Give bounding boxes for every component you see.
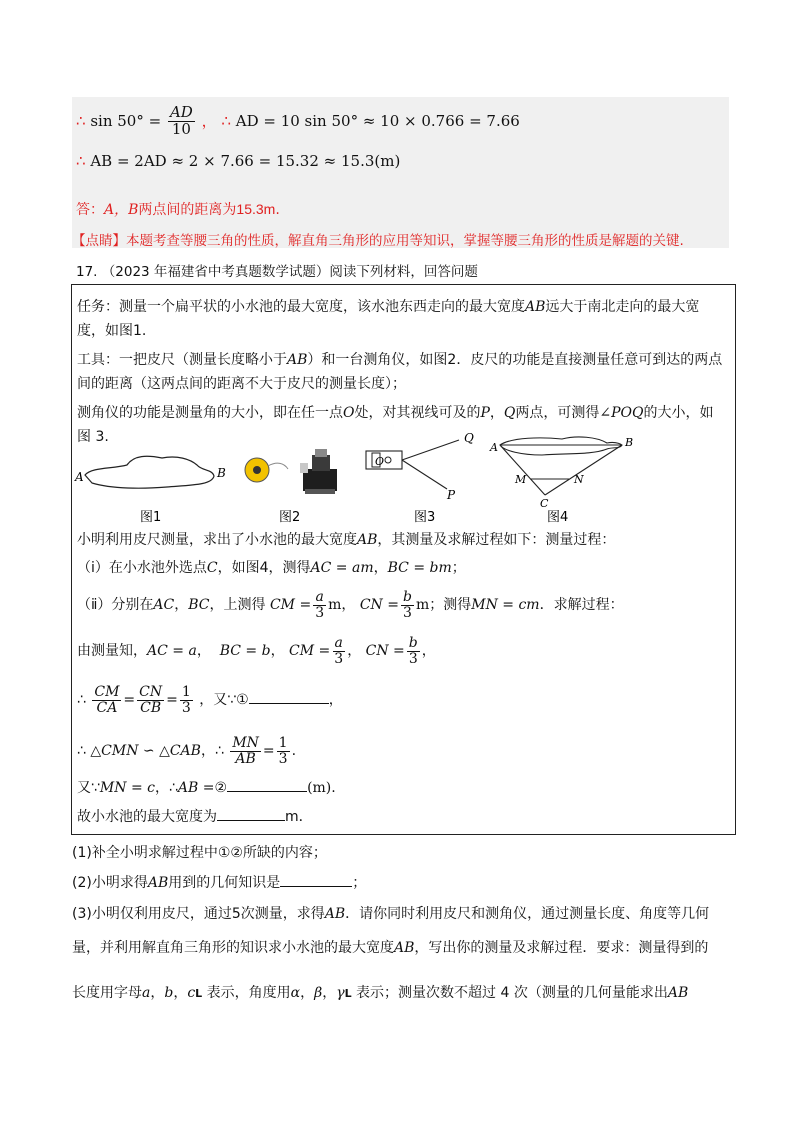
tool-line-2: 间的距离（这两点间的距离不大于皮尺的测量长度）； [77, 376, 406, 392]
therefore-symbol: ∴ [76, 111, 86, 130]
answer-line: 答：A，B两点间的距离为15.3m. [76, 201, 280, 218]
fig3-label-o: O [375, 455, 385, 468]
fraction-ad-10: $\frac{AD}{10}$ [169, 103, 193, 138]
fraction-a-3: $\frac{a}{3}$ [334, 635, 344, 667]
fig4-label-n: N [574, 473, 584, 486]
fig4-label-m: M [515, 473, 527, 486]
blank-q2[interactable] [280, 886, 352, 887]
blank-width[interactable] [217, 820, 285, 821]
fraction-cn-cb: $\frac{CN}{CB}$ [139, 684, 163, 716]
fig3-label-q: Q [464, 433, 474, 445]
fig3-caption: 图3 [414, 510, 436, 525]
fig4-caption: 图4 [547, 510, 569, 525]
question-3-line-1: (3)小明仅利用皮尺，通过5次测量，求得AB．请你同时利用皮尺和测角仪，通过测量长度、角度等几何 [72, 906, 710, 922]
fig1-label-b: B [217, 466, 226, 480]
figure-2-tools [245, 449, 337, 494]
question-3-line-3: 长度用字母a，b，cL 表示，角度用α，β，γL 表示；测量次数不超过 4 次（测量的几何量能求出AB [72, 985, 689, 1001]
fig3-label-p: P [447, 488, 456, 502]
task-line-1: 任务：测量一个扁平状的小水池的最大宽度，该水池东西走向的最大宽度AB远大于南北走向的最大宽 [77, 299, 700, 315]
solution-step-4: 又∵MN = c，∴AB =② (m). [77, 780, 336, 796]
fig4-label-c: C [540, 497, 549, 510]
fraction-mn-ab: $\frac{MN}{AB}$ [232, 735, 259, 767]
problem-heading [76, 260, 478, 280]
fraction-a-3: $\frac{a}{3}$ [315, 589, 325, 621]
solution-line-2: ∴ AB = 2AD ≈ 2 × 7.66 = 15.32 ≈ 15.3(m) [76, 152, 401, 170]
solution-step-3: ∴ △CMN ∽ △CAB，∴ $\frac{MN}{AB}$ = $\frac{1}{3}$ . [77, 735, 297, 767]
tip-tag: 【点睛】 [72, 233, 126, 249]
task-box [71, 284, 736, 835]
fig1-label-a: A [75, 470, 84, 484]
solution-step-1: 由测量知，AC = a， BC = b， CM = $\frac{a}{3}$ ， CN = $\frac{b}{3}$ ， [77, 635, 436, 667]
fraction-cm-ca: $\frac{CM}{CA}$ [94, 684, 120, 716]
question-2: (2)小明求得AB用到的几何知识是 ； [72, 875, 367, 891]
solution-line-1: ∴ sin 50° = $\frac{AD}{10}$ ， ∴ AD = 10 sin 50° ≈ 10 × 0.766 = 7.66 [76, 103, 520, 138]
therefore-symbol: ∴ [221, 111, 231, 130]
fraction-1-3: $\frac{1}{3}$ [181, 684, 191, 716]
angle-line-1: 测角仪的功能是测量角的大小，即在任一点O处，对其视线可及的P，Q两点，可测得∠POQ的大小，如 [77, 405, 714, 421]
solution-box [72, 97, 729, 248]
tool-line-1: 工具：一把皮尺（测量长度略小于AB）和一台测角仪，如图2．皮尺的功能是直接测量任意可到达的两点 [77, 352, 723, 368]
answer-value: 15.3m [236, 201, 276, 217]
sin-expression: sin 50° = [90, 111, 162, 130]
figures-row [72, 433, 735, 525]
problem-number: 17. [76, 264, 98, 280]
blank-1[interactable] [249, 703, 329, 704]
task-line-2: 度，如图1. [77, 323, 147, 339]
figure-1-pond [74, 456, 226, 488]
solution-step-2: ∴ $\frac{CM}{CA}$ = $\frac{CN}{CB}$ = $\frac{1}{3}$ ，又∵① ， [77, 684, 343, 716]
problem-source: （2023 年福建省中考真题数学试题）阅读下列材料，回答问题 [101, 264, 478, 280]
fig4-label-a: A [490, 441, 498, 454]
step-ii: （ⅱ）分别在AC，BC，上测得 CM = $\frac{a}{3}$ m， CN = $\frac{b}{3}$ m；测得MN = cm．求解过程： [77, 589, 624, 621]
fig4-label-b: B [625, 436, 634, 449]
fraction-b-3: $\frac{b}{3}$ [403, 589, 412, 621]
fig2-caption: 图2 [279, 510, 301, 525]
question-3-line-2: 量，并利用解直角三角形的知识求小水池的最大宽度AB，写出你的测量及求解过程．要求：测量得到的 [72, 940, 709, 956]
fraction-b-3: $\frac{b}{3}$ [408, 635, 418, 667]
angle-line-2: 图 3. [77, 429, 109, 445]
fraction-1-3: $\frac{1}{3}$ [278, 735, 288, 767]
figure-4-triangle [489, 436, 633, 510]
tip-line: 【点睛】本题考查等腰三角的性质，解直角三角形的应用等知识，掌握等腰三角形的性质是解题的关键. [72, 233, 684, 249]
xiaoming-intro: 小明利用皮尺测量，求出了小水池的最大宽度AB，其测量及求解过程如下：测量过程： [77, 532, 616, 548]
blank-2[interactable] [227, 791, 307, 792]
ab-computation: AB = 2AD ≈ 2 × 7.66 = 15.32 ≈ 15.3(m) [90, 152, 401, 170]
figure-3-angle [366, 433, 474, 502]
ad-computation: AD = 10 sin 50° ≈ 10 × 0.766 = 7.66 [235, 111, 520, 130]
solution-step-5: 故小水池的最大宽度为 m． [77, 809, 313, 825]
fig1-caption: 图1 [140, 510, 162, 525]
step-i: （ⅰ）在小水池外选点C，如图4，测得AC = am，BC = bm； [77, 560, 466, 576]
question-1: (1)补全小明求解过程中①②所缺的内容； [72, 845, 327, 861]
